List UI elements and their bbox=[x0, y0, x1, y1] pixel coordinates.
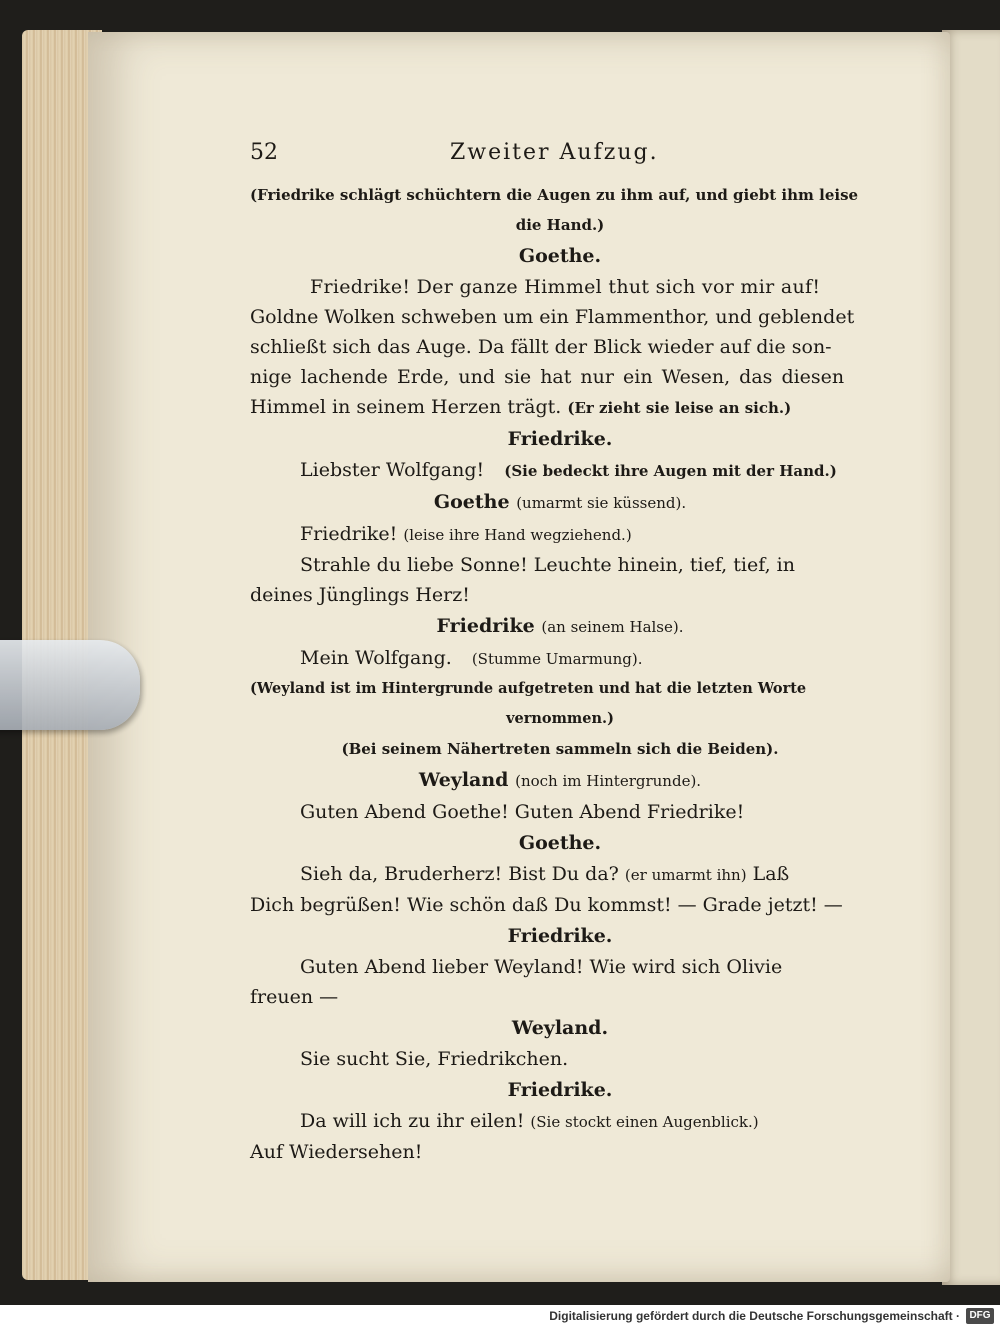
stage-direction: (Er zieht sie leise an sich.) bbox=[567, 399, 792, 417]
verse-text: Friedrike! bbox=[300, 523, 398, 545]
speaker-name: Friedrike bbox=[436, 615, 535, 637]
page-header bbox=[250, 140, 870, 180]
speaker-line bbox=[250, 764, 870, 797]
verse-line: Sie sucht Sie, Friedrikchen. bbox=[300, 1048, 569, 1070]
speaker-name: Goethe. bbox=[518, 832, 602, 854]
stage-direction: (an seinem Halse). bbox=[541, 618, 684, 636]
verse-line: Guten Abend Goethe! Guten Abend Friedrike! bbox=[300, 801, 745, 823]
verse-line bbox=[250, 392, 870, 423]
stage-direction: (Stumme Umarmung). bbox=[471, 650, 643, 668]
speaker-name: Friedrike. bbox=[507, 428, 613, 450]
stage-direction: (Weyland ist im Hintergrunde aufgetreten und hat die letzten Worte bbox=[250, 680, 807, 697]
verse-text: Liebster Wolfgang! bbox=[300, 459, 485, 481]
speaker-line bbox=[250, 486, 870, 519]
verse-line: schließt sich das Auge. Da fällt der Blick wieder auf die son- bbox=[250, 336, 832, 358]
speaker-name: Goethe bbox=[433, 491, 510, 513]
verse-text: Laß bbox=[752, 863, 790, 885]
stage-direction: (noch im Hintergrunde). bbox=[515, 772, 702, 790]
verse-line: deines Jünglings Herz! bbox=[250, 584, 470, 606]
speaker-name: Friedrike. bbox=[507, 925, 613, 947]
verse-line: nige lachende Erde, und sie hat nur ein Wesen, das diesen bbox=[250, 366, 845, 388]
verse-line: Auf Wiedersehen! bbox=[250, 1141, 423, 1163]
stage-direction: (Sie bedeckt ihre Augen mit der Hand.) bbox=[504, 462, 837, 480]
verse-line bbox=[250, 455, 870, 486]
running-title: Zweiter Aufzug. bbox=[450, 140, 659, 165]
footer-credit: Digitalisierung gefördert durch die Deutsche Forschungsgemeinschaft · bbox=[549, 1309, 960, 1323]
verse-text: Da will ich zu ihr eilen! bbox=[300, 1110, 525, 1132]
verse-line: Guten Abend lieber Weyland! Wie wird sich Olivie bbox=[300, 956, 783, 978]
verse-text: Sieh da, Bruderherz! Bist Du da? bbox=[300, 863, 619, 885]
stage-direction: (Friedrike schlägt schüchtern die Augen zu ihm auf, und giebt ihm leise bbox=[250, 186, 859, 204]
verse-line bbox=[250, 859, 870, 890]
stage-direction: (umarmt sie küssend). bbox=[516, 494, 687, 512]
verse-text: Mein Wolfgang. bbox=[300, 647, 452, 669]
dfg-logo: DFG bbox=[966, 1308, 994, 1324]
stage-direction: die Hand.) bbox=[515, 216, 605, 234]
speaker-name: Friedrike. bbox=[507, 1079, 613, 1101]
speaker-name: Goethe. bbox=[518, 245, 602, 267]
verse-line: Strahle du liebe Sonne! Leuchte hinein, tief, tief, in bbox=[300, 554, 795, 576]
speaker-name: Weyland. bbox=[511, 1017, 609, 1039]
page-number: 52 bbox=[250, 140, 278, 165]
verse-line: Friedrike! Der ganze Himmel thut sich vor mir auf! bbox=[310, 276, 821, 298]
verse-line bbox=[250, 519, 870, 550]
verse-line bbox=[250, 643, 870, 674]
verse-line: freuen — bbox=[250, 986, 339, 1008]
speaker-name: Weyland bbox=[418, 769, 509, 791]
stage-direction: (Sie stockt einen Augenblick.) bbox=[530, 1113, 759, 1131]
verse-line: Goldne Wolken schweben um ein Flammenthor, und geblendet bbox=[250, 306, 855, 328]
verse-line bbox=[250, 1106, 870, 1137]
verse-text: Himmel in seinem Herzen trägt. bbox=[250, 396, 562, 418]
next-page-edge bbox=[942, 30, 1000, 1285]
speaker-line bbox=[250, 610, 870, 643]
stage-direction: (er umarmt ihn) bbox=[624, 866, 747, 884]
footer-bar bbox=[0, 1305, 1000, 1328]
stage-direction: (Bei seinem Nähertreten sammeln sich die Beiden). bbox=[341, 740, 779, 758]
stage-direction: (leise ihre Hand wegziehend.) bbox=[403, 526, 632, 544]
page-content bbox=[250, 140, 870, 1167]
verse-line: Dich begrüßen! Wie schön daß Du kommst! — Grade jetzt! — bbox=[250, 894, 843, 916]
page-clip bbox=[0, 640, 140, 730]
stage-direction: vernommen.) bbox=[506, 710, 614, 727]
